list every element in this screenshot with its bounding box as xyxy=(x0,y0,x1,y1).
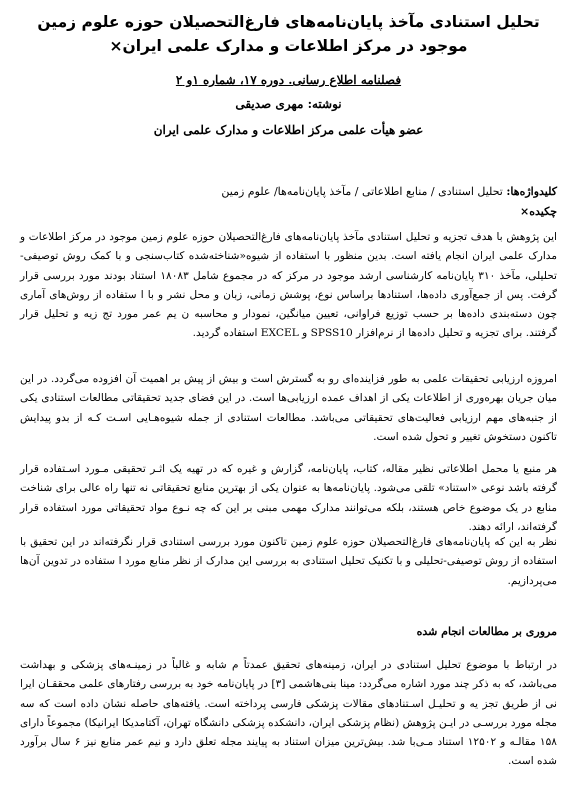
keywords xyxy=(20,184,557,199)
keywords-label: کلیدواژه‌ها: xyxy=(506,185,557,198)
abstract-heading: چکیده× xyxy=(520,205,557,218)
body-paragraph-3: نظر به این که پایان‌نامه‌های فارغ‌التحصیلان حوزه علوم زمین تاکنون مورد بررسی استنادی قرار نگرفته‌اند در این تحقیق با استفاده از روش توصیفی-تحلیلی و با تکنیک تحلیل استنادی به بررسی این مدارک از نظر منابع مورد ا ستفاده در تدوین آن‌ها می‌پردازیم. xyxy=(20,536,557,587)
literature-review-paragraph: در ارتباط با موضوع تحلیل استنادی در ایران، زمینه‌های تحقیق عمدتاً م شابه و غالباً در زمینـه‌های پزشکی و بهداشت می‌باشد، که به ذکر چند مورد اشاره می‌گردد: مینا بنی‌هاشمی [۳] در پایان‌نامه خود به بررسی رفتارهای علمی محققـان ایرا نی از طریق تجز یه و تحلیـل اسـتنادهای مقالات پزشکی فارسی پرداخته است. یافته‌های حاصله نشان داده است که سه مجله مورد بررسـی در ایـن پژوهش (نظام پزشکی ایران، دانشکده پزشکی دانشگاه تهران، آکتامدیکا ایرانیکا) مجموعاً دارای ۱۵۸ مقالـه و ۱۲۵۰۲ استناد مـی‌با شد. بیش‌ترین میزان استناد به پیایند مجله تعلق دارد و نیم عمر منابع نیز ۶ سال برآورد شده است. xyxy=(20,659,557,768)
body-paragraph-1: امروزه ارزیابی تحقیقات علمی به طور فزاینده‌ای رو به گسترش است و بیش از پیش بر اهمیت آن افزوده می‌گردد. در این میان جریان بهره‌وری از اطلاعات یکی از اهداف عمده ارزیابی‌ها است. در این فضای جدید تحقیقاتی مطالعات استنادی یکی از جنبه‌های مهم ارزیابی فعالیت‌های تحقیقاتی می‌باشد. مطالعات استنادی از جمله شیوه‌هـایی اسـت کـه از بدو پیدایش تاکنون دستخوش تغییر و تحول شده است. xyxy=(20,373,557,443)
title-line-1: تحلیل استنادی مآخذ پایان‌نامه‌های فارغ‌التحصیلان حوزه علوم زمین xyxy=(37,13,540,31)
author-affiliation: عضو هیأت علمی مرکز اطلاعات و مدارک علمی ایران xyxy=(153,123,424,137)
section-heading: مروری بر مطالعات انجام شده xyxy=(416,625,557,638)
abstract-paragraph: این پژوهش با هدف تجزیه و تحلیل استنادی مآخذ پایان‌نامه‌های فارغ‌التحصیلان حوزه علوم زمین موجود در مرکز اطلاعات و مدارک علمی ایران انجام یافته است. بدین منظور با استفاده از شیوه«شناخته‌شده کتاب‌سنجی و با کمک روش توصیفی-تحلیلی، مآخذ ۳۱۰ پایان‌نامه کارشناسی ارشد موجود در مرکز که در مجموع شامل ۱۸۰۸۳ استناد بودند مورد بررسی قرار گرفت. پس از جمع‌آوری داده‌ها، استنادها براساس نوع، پوشش زمانی، زبان و محل نشر و با ا ستفاده از روش‌های آماری چون دسته‌بندی داده‌ها بر حسب توزیع فراوانی، تعیین میانگین، نمودار و محاسبه ن یم عمر مورد تج زیه و تحلیل قرار گرفتند. برای تجزیه و تحلیل داده‌ها از نرم‌افزار SPSS10 و EXCEL استفاده گردید. xyxy=(20,231,558,340)
title-line-2: موجود در مرکز اطلاعات و مدارک علمی ایران× xyxy=(109,37,468,55)
body-paragraph-2: هر منبع یا محمل اطلاعاتی نظیر مقاله، کتاب، پایان‌نامه، گزارش و غیره که در تهیه یک اثـر تحقیقی مـورد اسـتفاده قرار گرفته باشد نوعی «استناد» تلقی می‌شود. پایان‌نامه‌ها به عنوان یکی از بهترین منابع تحقیقاتی نه تنها راه عالی برای شناخت منابع در یک موضوع خاص هستند، بلکه می‌توانند مدارک مهمی مبنی بر این که چه نـوع مواد تحقیقاتی مورد استفاده قرار گرفته‌اند، ارائه دهند. xyxy=(20,463,557,533)
paper-title xyxy=(20,10,557,58)
journal-citation: فصلنامه اطلاع رسانی. دوره ۱۷، شماره ۱و ۲ xyxy=(175,73,402,87)
author-byline: نوشته: مهری صدیقی xyxy=(235,97,342,111)
keywords-text: تحلیل استنادی / منابع اطلاعاتی / مآخذ پایان‌نامه‌ها/ علوم زمین xyxy=(221,185,507,198)
